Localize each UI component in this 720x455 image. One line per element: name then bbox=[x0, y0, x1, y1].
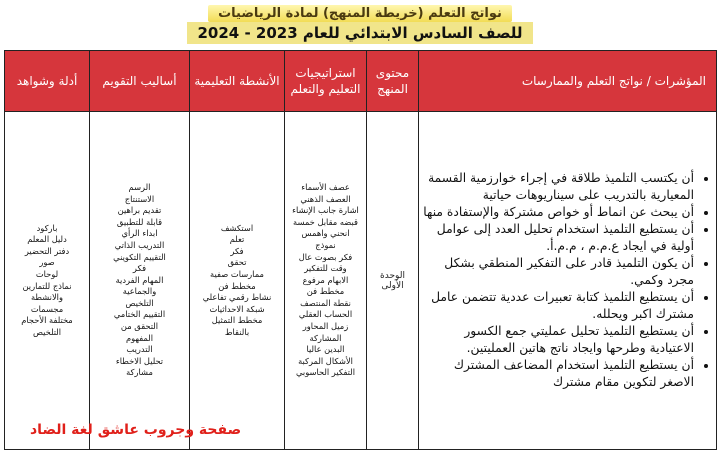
evaluation-item: ابداء الرأي bbox=[121, 228, 158, 239]
evaluation-item: التدريب الذاتي bbox=[114, 239, 165, 250]
strategy-item: البدين عاليا bbox=[306, 344, 345, 355]
indicator-item: • أن يستطيع التلميذ استخدام المضاعف المشترك الاصغر لتكوين مقام مشترك bbox=[423, 357, 694, 391]
activity-item: فكر bbox=[230, 245, 244, 256]
strategies-cell bbox=[285, 112, 367, 450]
header-indicators: المؤشرات / نواتج التعلم والممارسات bbox=[419, 51, 717, 112]
header-activities: الأنشطة التعليمية bbox=[190, 51, 285, 112]
strategy-item: الحساب العقلي bbox=[298, 309, 353, 320]
activity-item: نشاط رقمي تفاعلي bbox=[202, 292, 272, 303]
evaluation-item: التقييم التكويني bbox=[113, 251, 166, 262]
table-header-row bbox=[5, 51, 717, 112]
evidence-item: دفتر التحضير bbox=[24, 245, 70, 256]
evaluation-item: التلخيص bbox=[125, 297, 154, 308]
evaluation-item: قابلة للتطبيق bbox=[116, 216, 163, 227]
strategy-item: اشارة جانب الإنشاء bbox=[292, 205, 359, 216]
evidence-item: مجسمات bbox=[30, 303, 64, 314]
strategy-item: عصف الأسماء bbox=[301, 181, 350, 192]
activity-item: ممارسات صفية bbox=[210, 268, 264, 279]
table-row bbox=[5, 112, 717, 450]
activity-item: بالنقاط bbox=[224, 326, 250, 337]
evidence-item: والانشطة bbox=[30, 292, 63, 303]
strategy-item: انحني واهمس bbox=[301, 228, 350, 239]
content-cell bbox=[367, 112, 419, 450]
header-main bbox=[0, 22, 720, 48]
strategy-item: وقت للتفكير bbox=[304, 263, 347, 274]
indicator-item: • أن يستطيع التلميذ كتابة تعبيرات عددية تتضمن عامل مشترك اكبر ويحلله. bbox=[423, 289, 694, 323]
strategy-item: المشاركة bbox=[309, 332, 342, 343]
evaluation-item: مشاركة bbox=[126, 367, 153, 378]
evidence-item: دليل المعلم bbox=[27, 234, 67, 245]
evaluation-item: التحقق من bbox=[120, 321, 159, 332]
evaluation-item: والجماعية bbox=[122, 286, 157, 297]
activity-item: تعلم bbox=[229, 234, 245, 245]
indicator-item: • أن يستطيع التلميذ تحليل عمليتي جمع الكسور الاعتيادية وطرحها وايجاد ناتج هاتين العمليتين. bbox=[423, 323, 694, 357]
evaluation-item: المفهوم bbox=[125, 332, 154, 343]
strategy-item: قبضه مقابل خمسة bbox=[293, 216, 358, 227]
strategy-item: فكر بصوت عال bbox=[298, 251, 353, 262]
learning-outcomes-table bbox=[4, 50, 717, 450]
indicator-item: • أن يكون التلميذ قادر على التفكير المنطقي بشكل مجرد وكمي. bbox=[423, 255, 694, 289]
evaluation-item: المهام الفردية bbox=[115, 274, 164, 285]
page-signature-watermark: صفحة وجروب عاشق لغة الضاد bbox=[30, 422, 242, 438]
activity-item: استكشف bbox=[220, 222, 254, 233]
activity-item: شبكة الاحداثيات bbox=[209, 303, 265, 314]
evaluation-item: فكر bbox=[132, 263, 147, 274]
indicator-item: • أن يبحث عن انماط أو خواص مشتركة والإستفادة منها bbox=[423, 204, 694, 221]
activity-item: تحقق bbox=[227, 257, 247, 268]
strategy-item: التفكير الحاسوبي bbox=[295, 367, 355, 378]
indicator-item: • أن يستطيع التلميذ استخدام تحليل العدد إلى عوامل أولية في ايجاد ع.م.م ، م.م.أ. bbox=[423, 221, 694, 255]
activity-item: مخطط فن bbox=[218, 280, 256, 291]
header-evaluation: أساليب التقويم bbox=[90, 51, 190, 112]
activity-item: مخطط التمثيل bbox=[211, 315, 263, 326]
evaluation-item: الرسم bbox=[128, 181, 151, 192]
strategy-item: مخطط فن bbox=[306, 286, 345, 297]
header-evidence: أدلة وشواهد bbox=[5, 51, 90, 112]
evidence-cell bbox=[5, 112, 90, 450]
header-strategies: استراتيجيات التعليم والتعلم bbox=[285, 51, 367, 112]
header-subject-line: نواتج التعلم (خريطة المنهج) لمادة الرياضيات bbox=[208, 5, 512, 22]
evaluation-item: التقييم الختامي bbox=[113, 309, 166, 320]
strategy-item: نقطة المنتصف bbox=[300, 297, 351, 308]
evidence-item: مختلفة الأحجام bbox=[21, 315, 73, 326]
strategy-item: الابهام مرفوع bbox=[302, 274, 349, 285]
evidence-item: لوحات bbox=[35, 268, 59, 279]
evaluation-item: تقديم براهين bbox=[117, 205, 162, 216]
evaluation-item: الاستنتاج bbox=[124, 193, 155, 204]
content-unit-label: الوحدة الأولى bbox=[380, 270, 405, 291]
header-content: محتوى المنهج bbox=[367, 51, 419, 112]
indicators-cell bbox=[419, 112, 717, 450]
strategy-item: زميل المحاور bbox=[302, 321, 349, 332]
evidence-item: باركود bbox=[36, 222, 58, 233]
activities-cell bbox=[190, 112, 285, 450]
strategy-item: الأشكال المركبة bbox=[298, 355, 353, 366]
strategy-item: العصف الذهني bbox=[300, 193, 351, 204]
indicators-list bbox=[423, 170, 710, 391]
evaluation-cell bbox=[90, 112, 190, 450]
header-top bbox=[0, 2, 720, 22]
header-grade-year-line: للصف السادس الابتدائي للعام 2023 - 2024 bbox=[187, 22, 532, 44]
evidence-item: صور bbox=[39, 257, 55, 268]
indicator-item: • أن يكتسب التلميذ طلاقة في إجراء خوارزمية القسمة المعيارية بالتدريب على سيناريوهات حياتية bbox=[423, 170, 694, 204]
evidence-item: نماذج للتمارين bbox=[22, 280, 72, 291]
evaluation-item: التدريب bbox=[126, 344, 153, 355]
evidence-item: التلخيص bbox=[32, 326, 62, 337]
evaluation-item: تحليل الاخطاء bbox=[115, 355, 164, 366]
strategy-item: نموذج bbox=[315, 239, 336, 250]
